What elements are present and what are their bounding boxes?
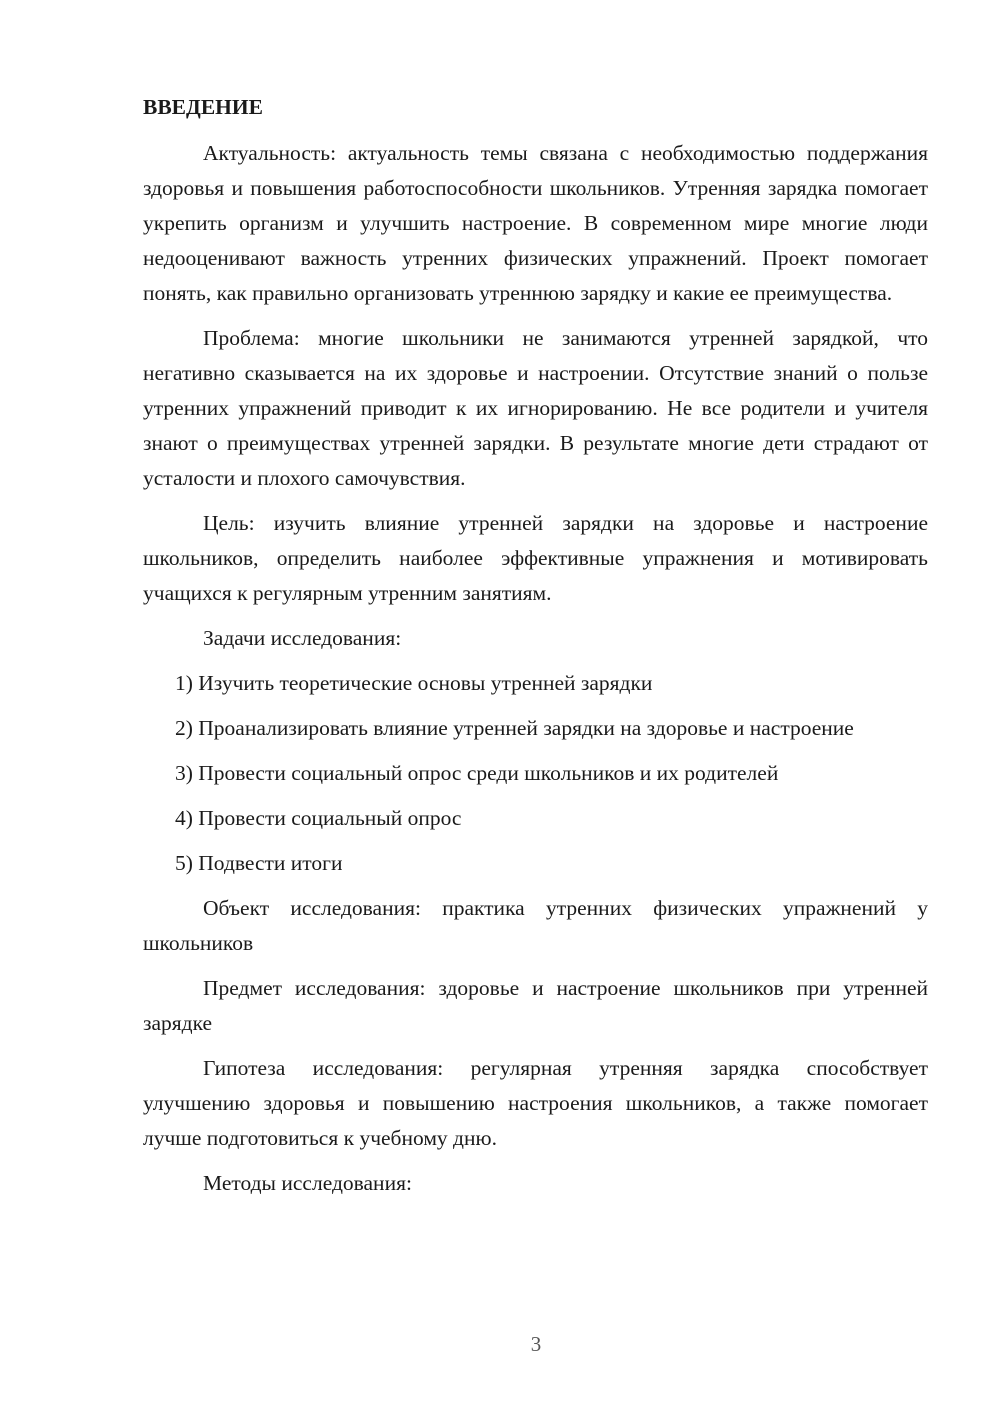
task-item-3: 3) Провести социальный опрос среди школьников и их родителей: [175, 761, 779, 785]
document-page: [143, 90, 928, 1201]
paragraph-relevance: Актуальность: актуальность темы связана с необходимостью поддержания здоровья и повышения работоспособности школьников. Утренняя зарядка помогает укрепить организм и улучшить настроение. В современном мире многие люди недооценивают важность утренних физических упражнений. Проект помогает понять, как правильно организовать утреннюю зарядку и какие ее преимущества.: [143, 141, 928, 305]
task-item-4: 4) Провести социальный опрос: [175, 806, 462, 830]
paragraph-object: Объект исследования: практика утренних физических упражнений у школьников: [143, 896, 928, 955]
paragraph-goal: Цель: изучить влияние утренней зарядки на здоровье и настроение школьников, определить наиболее эффективные упражнения и мотивировать учащихся к регулярным утренним занятиям.: [143, 511, 928, 605]
page-number: 3: [530, 1332, 542, 1356]
paragraph-subject: Предмет исследования: здоровье и настроение школьников при утренней зарядке: [143, 976, 928, 1035]
task-item-2: 2) Проанализировать влияние утренней зарядки на здоровье и настроение: [175, 716, 854, 740]
section-title: ВВЕДЕНИЕ: [143, 95, 263, 119]
paragraph-problem: Проблема: многие школьники не занимаются утренней зарядкой, что негативно сказывается на их здоровье и настроении. Отсутствие знаний о пользе утренних упражнений приводит к их игнорированию. Не все родители и учителя знают о преимуществах утренней зарядки. В результате многие дети страдают от усталости и плохого самочувствия.: [143, 326, 928, 490]
paragraph-tasks-heading: Задачи исследования:: [203, 626, 402, 650]
task-item-1: 1) Изучить теоретические основы утренней зарядки: [175, 671, 653, 695]
task-item-5: 5) Подвести итоги: [175, 851, 343, 875]
paragraph-hypothesis: Гипотеза исследования: регулярная утренняя зарядка способствует улучшению здоровья и повышению настроения школьников, а также помогает лучше подготовиться к учебному дню.: [143, 1056, 928, 1150]
paragraph-methods: Методы исследования:: [203, 1171, 412, 1195]
